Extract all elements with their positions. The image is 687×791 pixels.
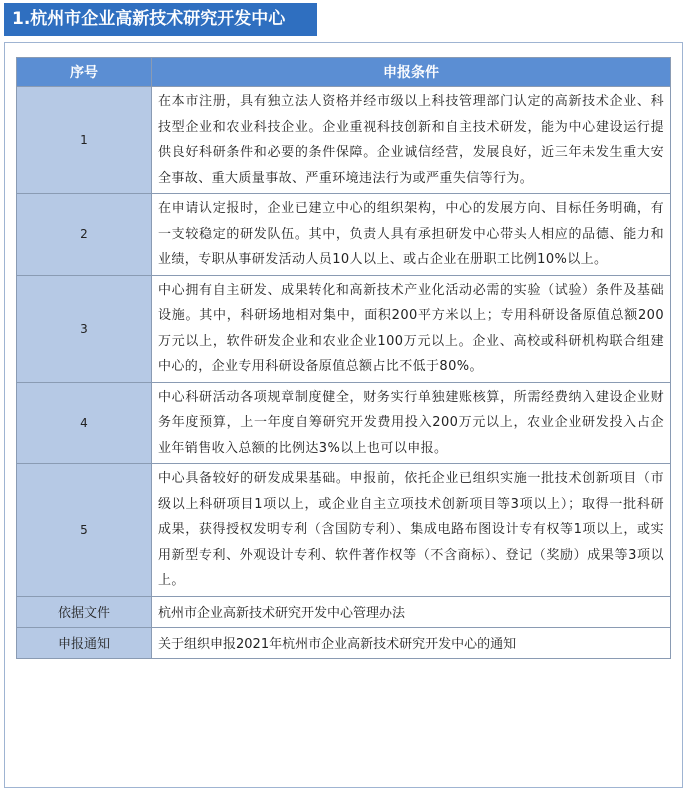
notice-document: 关于组织申报2021年杭州市企业高新技术研究开发中心的通知 xyxy=(152,627,671,658)
row-condition: 中心科研活动各项规章制度健全，财务实行单独建账核算，所需经费纳入建设企业财务年度预算，上一年度自筹研究开发费用投入200万元以上，农业企业研发投入占企业年销售收入总额的比例达3%以上也可以申报。 xyxy=(152,382,671,464)
header-conditions: 申报条件 xyxy=(152,58,671,87)
basis-label: 依据文件 xyxy=(17,596,152,627)
row-number: 4 xyxy=(17,382,152,464)
table-row xyxy=(17,464,671,597)
requirements-table xyxy=(16,57,671,659)
row-condition: 在申请认定报时，企业已建立中心的组织架构，中心的发展方向、目标任务明确，有一支较稳定的研发队伍。其中，负责人具有承担研发中心带头人相应的品德、能力和业绩，专职从事研发活动人员10人以上、或占企业在册职工比例10%以上。 xyxy=(152,194,671,276)
notice-row xyxy=(17,627,671,658)
row-condition: 中心拥有自主研发、成果转化和高新技术产业化活动必需的实验（试验）条件及基础设施。其中，科研场地相对集中，面积200平方米以上；专用科研设备原值总额200万元以上，软件研发企业和农业企业100万元以上。企业、高校或科研机构联合组建中心的，企业专用科研设备原值总额占比不低于80%。 xyxy=(152,275,671,382)
basis-row xyxy=(17,596,671,627)
row-number: 5 xyxy=(17,464,152,597)
table-row xyxy=(17,87,671,194)
row-number: 1 xyxy=(17,87,152,194)
header-number: 序号 xyxy=(17,58,152,87)
table-row xyxy=(17,194,671,276)
table-row xyxy=(17,275,671,382)
row-condition: 在本市注册，具有独立法人资格并经市级以上科技管理部门认定的高新技术企业、科技型企业和农业科技企业。企业重视科技创新和自主技术研发，能为中心建设运行提供良好科研条件和必要的条件保障。企业诚信经营，发展良好，近三年未发生重大安全事故、重大质量事故、严重环境违法行为或严重失信等行为。 xyxy=(152,87,671,194)
row-number: 3 xyxy=(17,275,152,382)
table-header-row xyxy=(17,58,671,87)
basis-document: 杭州市企业高新技术研究开发中心管理办法 xyxy=(152,596,671,627)
row-number: 2 xyxy=(17,194,152,276)
notice-label: 申报通知 xyxy=(17,627,152,658)
page-title: 1.杭州市企业高新技术研究开发中心 xyxy=(4,3,317,36)
row-condition: 中心具备较好的研发成果基础。申报前，依托企业已组织实施一批技术创新项目（市级以上科研项目1项以上，或企业自主立项技术创新项目等3项以上）；取得一批科研成果，获得授权发明专利（含国防专利）、集成电路布图设计专有权等1项以上，或实用新型专利、外观设计专利、软件著作权等（不含商标）、登记（奖励）成果等3项以上。 xyxy=(152,464,671,597)
table-row xyxy=(17,382,671,464)
